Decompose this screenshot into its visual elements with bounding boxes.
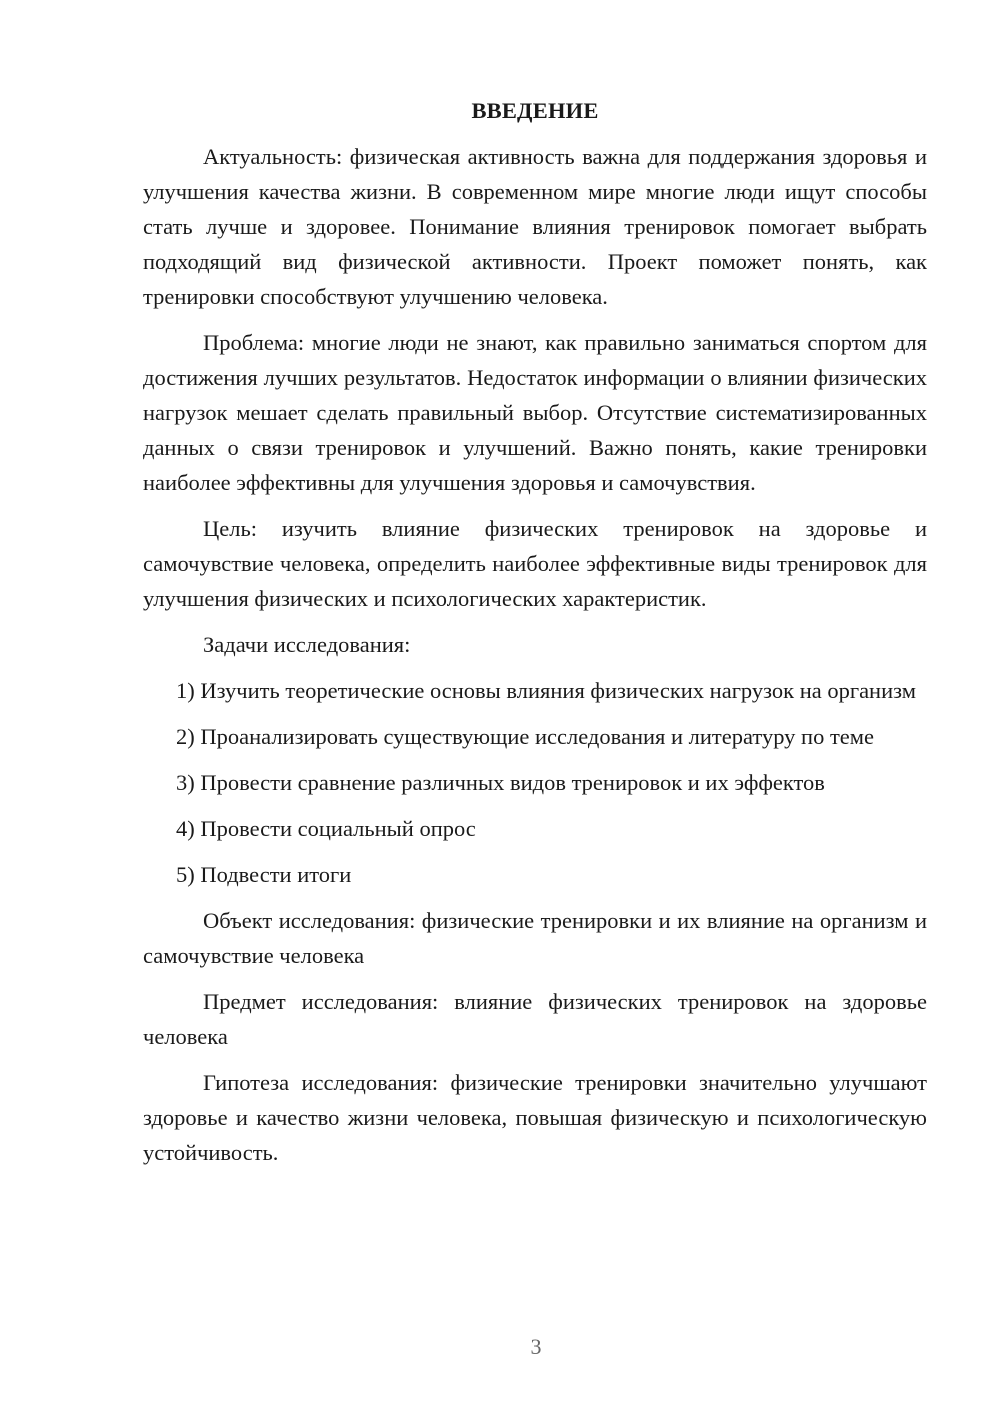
paragraph-relevance: Актуальность: физическая активность важна для поддержания здоровья и улучшения качества жизни. В современном мире многие люди ищут способы стать лучше и здоровее. Понимание влияния тренировок помогает выбрать подходящий вид физической активности. Проект поможет понять, как тренировки способствуют улучшению человека. <box>143 144 927 309</box>
paragraph-problem: Проблема: многие люди не знают, как правильно заниматься спортом для достижения лучших результатов. Недостаток информации о влиянии физических нагрузок мешает сделать правильный выбор. Отсутствие систематизированных данных о связи тренировок и улучшений. Важно понять, какие тренировки наиболее эффективны для улучшения здоровья и самочувствия. <box>143 330 927 495</box>
paragraph-subject: Предмет исследования: влияние физических тренировок на здоровье человека <box>143 989 927 1049</box>
page-content <box>143 93 927 1181</box>
tasks-heading: Задачи исследования: <box>203 632 411 657</box>
paragraph-goal: Цель: изучить влияние физических тренировок на здоровье и самочувствие человека, определить наиболее эффективные виды тренировок для улучшения физических и психологических характеристик. <box>143 516 927 611</box>
page-number: 3 <box>530 1334 542 1359</box>
list-item: 2) Проанализировать существующие исследования и литературу по теме <box>176 724 874 749</box>
paragraph-object: Объект исследования: физические тренировки и их влияние на организм и самочувствие человека <box>143 908 927 968</box>
paragraph-hypothesis: Гипотеза исследования: физические тренировки значительно улучшают здоровье и качество жизни человека, повышая физическую и психологическую устойчивость. <box>143 1070 927 1165</box>
list-item: 5) Подвести итоги <box>176 862 352 887</box>
tasks-list <box>143 673 927 892</box>
list-item: 3) Провести сравнение различных видов тренировок и их эффектов <box>176 770 825 795</box>
list-item: 1) Изучить теоретические основы влияния физических нагрузок на организм <box>176 678 916 703</box>
list-item: 4) Провести социальный опрос <box>176 816 476 841</box>
section-title: ВВЕДЕНИЕ <box>471 98 599 123</box>
